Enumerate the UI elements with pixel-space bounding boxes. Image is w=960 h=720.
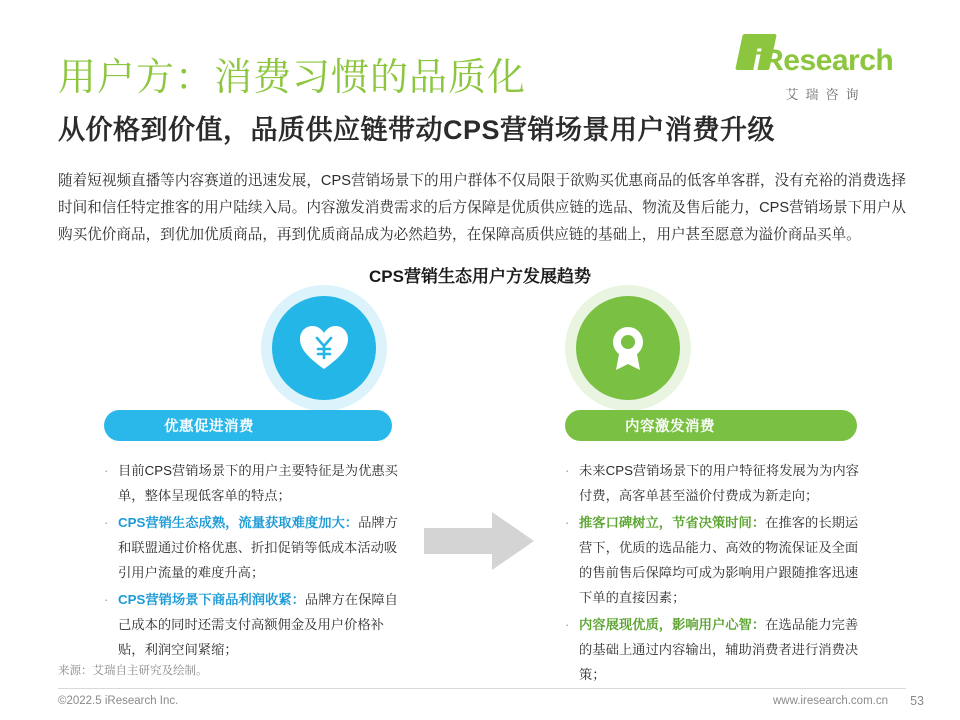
bullet-body: 在推客的长期运营下，优质的选品能力、高效的物流保证及全面的售前售后保障均可成为影响用户跟随推客迅速下单的直接因素； <box>579 515 859 605</box>
bullet-text <box>579 458 865 508</box>
footer-divider <box>58 688 906 689</box>
bullet-body: 品牌方和联盟通过价格优惠、折扣促销等低成本活动吸引用户流量的难度升高； <box>118 515 398 580</box>
intro-paragraph: 随着短视频直播等内容赛道的迅速发展，CPS营销场景下的用户群体不仅局限于欲购买优惠商品的低客单客群，没有充裕的消费选择时间和信任特定推客的用户陆续入局。内容激发消费需求的后方保障是优质供应链的选品、物流及售后能力，CPS营销场景下用户从购买优价商品，到优加优质商品，再到优质商品成为必然趋势，在保障高质供应链的基础上，用户甚至愿意为溢价商品买单。 <box>58 173 906 243</box>
page-title: 用户方：消费习惯的品质化 <box>58 57 527 99</box>
bullet-body: 在选品能力完善的基础上通过内容输出，辅助消费者进行消费决策； <box>579 617 859 682</box>
list-item <box>104 510 404 585</box>
bullet-body: 未来CPS营销场景下的用户特征将发展为为内容付费，高客单甚至溢价付费成为新走向； <box>579 463 859 503</box>
list-item <box>565 612 865 687</box>
logo-wordmark: Research <box>762 44 894 77</box>
logo-mark <box>751 40 893 82</box>
bullet-text <box>579 612 865 687</box>
bullet-dot-icon: · <box>104 463 109 478</box>
bullet-body: 目前CPS营销场景下的用户主要特征是为优惠买单，整体呈现低客单的特点； <box>118 463 398 503</box>
bullet-dot-icon: · <box>104 515 109 530</box>
logo-chinese-name: 艾瑞咨询 <box>785 87 866 102</box>
website-text: www.iresearch.com.cn <box>772 695 888 707</box>
list-item <box>104 587 404 662</box>
page-number: 53 <box>910 694 924 708</box>
bullet-text <box>579 510 865 610</box>
iresearch-logo <box>732 40 912 103</box>
bullet-lead: 推客口碑树立，节省决策时间： <box>579 515 766 530</box>
bullet-dot-icon: · <box>565 463 570 478</box>
bullet-body: 品牌方在保障自己成本的同时还需支付高额佣金及用户价格补贴，利润空间紧缩； <box>118 592 398 657</box>
left-branch-label: 优惠促进消费 <box>104 410 392 441</box>
heart-yuan-icon <box>272 296 376 400</box>
source-note: 来源：艾瑞自主研究及绘制。 <box>58 665 208 677</box>
logo-letter-i: i <box>752 44 762 77</box>
bullet-text <box>118 510 404 585</box>
bullet-text <box>118 458 404 508</box>
left-bullet-list <box>104 458 404 664</box>
right-branch-label: 内容激发消费 <box>565 410 857 441</box>
page-subtitle: 从价格到价值，品质供应链带动CPS营销场景用户消费升级 <box>58 115 776 145</box>
bullet-lead: CPS营销生态成熟，流量获取难度加大： <box>118 515 359 530</box>
copyright-text: ©2022.5 iResearch Inc. <box>58 695 179 707</box>
list-item <box>565 510 865 610</box>
figure-title: CPS营销生态用户方发展趋势 <box>369 267 591 286</box>
figure-icons <box>0 292 960 412</box>
list-item <box>565 458 865 508</box>
bullet-dot-icon: · <box>565 515 570 530</box>
list-item <box>104 458 404 508</box>
bullet-lead: 内容展现优质，影响用户心智： <box>579 617 766 632</box>
bullet-dot-icon: · <box>565 617 570 632</box>
bullet-dot-icon: · <box>104 592 109 607</box>
right-arrow-icon <box>424 512 534 570</box>
quality-seal-icon <box>576 296 680 400</box>
bullet-lead: CPS营销场景下商品利润收紧： <box>118 592 305 607</box>
right-bullet-list <box>565 458 865 689</box>
bullet-text <box>118 587 404 662</box>
